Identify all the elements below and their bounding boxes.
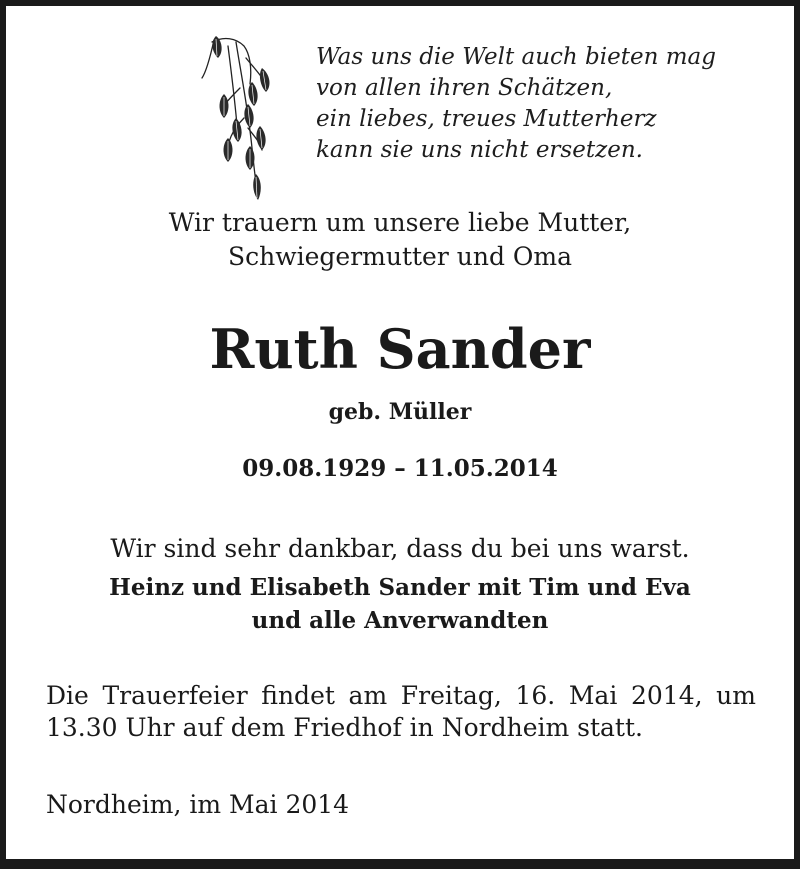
poem-line: ein liebes, treues Mutterherz — [316, 106, 657, 132]
mourning-statement — [6, 206, 794, 274]
poem — [316, 42, 716, 166]
life-dates: 09.08.1929 – 11.05.2014 — [242, 455, 558, 482]
ceremony-announcement — [46, 680, 756, 744]
family-signature — [6, 571, 794, 637]
poem-line: kann sie uns nicht ersetzen. — [316, 137, 643, 163]
ceremony-line: 13.30 Uhr auf dem Friedhof in Nordheim statt. — [46, 713, 643, 742]
family-line: Heinz und Elisabeth Sander mit Tim und Eva — [109, 574, 691, 601]
thanks-line: Wir sind sehr dankbar, dass du bei uns warst. — [110, 534, 690, 563]
poem-line: von allen ihren Schätzen, — [316, 75, 613, 101]
birth-name: geb. Müller — [328, 399, 472, 425]
place-date: Nordheim, im Mai 2014 — [46, 790, 350, 819]
ceremony-line: Die Trauerfeier findet am Freitag, 16. Mai 2014, um — [46, 681, 756, 710]
mourning-line: Schwiegermutter und Oma — [227, 242, 573, 271]
deceased-name: Ruth Sander — [209, 317, 591, 381]
poem-line: Was uns die Welt auch bieten mag — [316, 44, 716, 70]
birch-branch-icon — [192, 28, 278, 204]
mourning-line: Wir trauern um unsere liebe Mutter, — [168, 208, 632, 237]
obituary-notice — [6, 6, 794, 859]
family-line: und alle Anverwandten — [251, 607, 549, 634]
